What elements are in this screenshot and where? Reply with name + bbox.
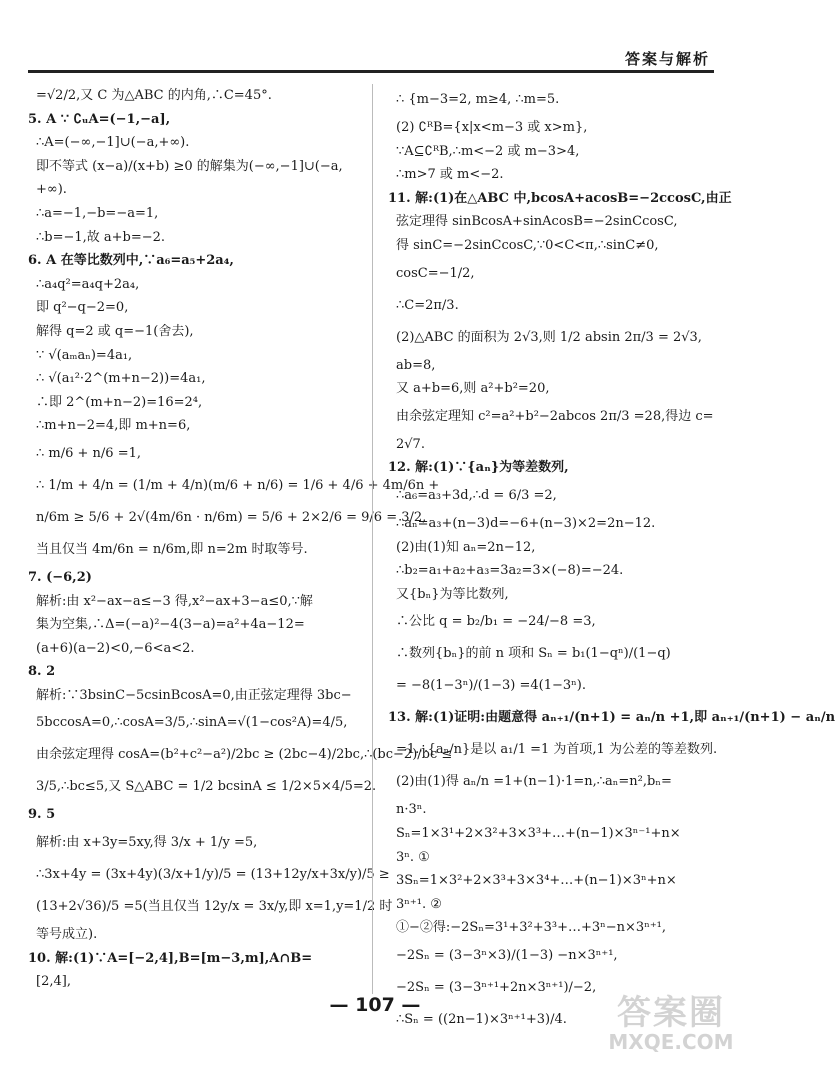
right-text-line: ab=8, [396,357,436,373]
right-text-line: ∴m>7 或 m<−2. [396,167,504,183]
right-text-line: 3ⁿ. ① [396,849,430,865]
header-rule [28,70,714,73]
left-text-line: (13+2√36)/5 =5(当且仅当 12y/x = 3x/y,即 x=1,y=1/2 时 [36,899,393,915]
right-text-line: 又{bₙ}为等比数列, [396,586,509,602]
left-text-line: 当且仅当 4m/6n = n/6m,即 n=2m 时取等号. [36,541,308,557]
right-text-line: ①−②得:−2Sₙ=3¹+3²+3³+…+3ⁿ−n×3ⁿ⁺¹, [396,920,667,936]
right-text-line: 2√7. [396,436,425,452]
right-text-line: ∴C=2π/3. [396,297,459,313]
left-text-line: ∴即 2^(m+n−2)=16=2⁴, [36,394,203,410]
left-text-line: ∴ m/6 + n/6 =1, [36,445,141,461]
right-text-line: (2)由(1)知 aₙ=2n−12, [396,539,536,555]
right-text-line: ∴b₂=a₁+a₂+a₃=3a₂=3×(−8)=−24. [396,563,624,579]
right-text-line: ∴a₆=a₃+3d,∴d = 6/3 =2, [396,487,557,503]
right-text-line: = −8(1−3ⁿ)/(1−3) =4(1−3ⁿ). [396,678,586,694]
right-text-line: 得 sinC=−2sinCcosC,∵0<C<π,∴sinC≠0, [396,237,659,253]
right-text-line: ∴Sₙ = ((2n−1)×3ⁿ⁺¹+3)/4. [396,1011,567,1027]
left-text-line: 等号成立). [36,927,98,943]
left-text-line: n/6m ≥ 5/6 + 2√(4m/6n · n/6m) = 5/6 + 2×2/6 = 9/6 = 3/2, [36,509,427,525]
right-text-line: −2Sₙ = (3−3ⁿ×3)/(1−3) −n×3ⁿ⁺¹, [396,947,618,963]
left-text-line: 8. 2 [28,664,56,680]
left-text-line: 10. 解:(1)∵A=[−2,4],B=[m−3,m],A∩B= [28,950,313,966]
left-text-line: 解析:由 x²−ax−a≤−3 得,x²−ax+3−a≤0,∵解 [36,593,313,609]
right-text-line: 12. 解:(1)∵{aₙ}为等差数列, [388,460,569,476]
column-divider [372,84,373,994]
left-text-line: 7. (−6,2) [28,569,92,585]
left-text-line: ∴a₄q²=a₄q+2a₄, [36,276,140,292]
left-text-line: 9. 5 [28,807,56,823]
right-text-line: (2)△ABC 的面积为 2√3,则 1/2 absin 2π/3 = 2√3, [396,329,702,345]
right-column [388,84,835,1036]
right-text-line: cosC=−1/2, [396,265,475,281]
right-text-line: 弦定理得 sinBcosA+sinAcosB=−2sinCcosC, [396,214,678,230]
left-text-line: 即不等式 (x−a)/(x+b) ≥0 的解集为(−∞,−1]∪(−a, [36,158,343,174]
right-text-line: (2) ∁ᴿB={x|x<m−3 或 x>m}, [396,120,588,135]
right-text-line: ∴数列{bₙ}的前 n 项和 Sₙ = b₁(1−qⁿ)/(1−q) [396,646,671,662]
right-text-line: =1.∴{aₙ/n}是以 a₁/1 =1 为首项,1 为公差的等差数列. [396,742,718,758]
right-text-line: Sₙ=1×3¹+2×3²+3×3³+…+(n−1)×3ⁿ⁻¹+n× [396,825,681,841]
right-text-line: ∴公比 q = b₂/b₁ = −24/−8 =3, [396,614,596,630]
left-text-line: ∴b=−1,故 a+b=−2. [36,229,166,245]
left-text-line: 解析:∵3bsinC−5csinBcosA=0,由正弦定理得 3bc− [36,687,352,703]
left-text-line: ∴A=(−∞,−1]∪(−a,+∞). [36,135,190,151]
left-text-line: +∞). [36,182,67,198]
left-text-line: 解析:由 x+3y=5xy,得 3/x + 1/y =5, [36,835,258,851]
header-title: 答案与解析 [624,50,710,68]
left-text-line: 5. A ∵ ∁ᵤA=(−1,−a], [28,111,171,127]
left-text-line: ∴a=−1,−b=−a=1, [36,205,159,221]
right-text-line: ∵A⊆∁ᴿB,∴m<−2 或 m−3>4, [396,143,580,159]
right-text-line: 由余弦定理知 c²=a²+b²−2abcos 2π/3 =28,得边 c= [396,408,714,424]
left-text-line: ∴ √(a₁²·2^(m+n−2))=4a₁, [36,371,206,387]
right-text-line: 13. 解:(1)证明:由题意得 aₙ₊₁/(n+1) = aₙ/n +1,即 aₙ₊₁/(n+1) − aₙ/n [388,710,835,726]
right-text-line: n·3ⁿ. [396,802,427,818]
watermark-logo [606,994,736,1052]
left-text-line: [2,4], [36,974,71,990]
left-text-line: (a+6)(a−2)<0,−6<a<2. [36,640,195,656]
page-number: — 107 — [329,994,421,1016]
watermark-url: MXQE.COM [608,1030,734,1054]
right-text-line: −2Sₙ = (3−3ⁿ⁺¹+2n×3ⁿ⁺¹)/−2, [396,979,597,995]
right-text-line: 3Sₙ=1×3²+2×3³+3×3⁴+…+(n−1)×3ⁿ+n× [396,873,677,889]
left-text-line: 5bccosA=0,∴cosA=3/5,∴sinA=√(1−cos²A)=4/5, [36,715,348,731]
right-text-line: ∴ {m−3=2, m≥4, ∴m=5. [396,92,560,107]
right-text-line: ∴aₙ=a₃+(n−3)d=−6+(n−3)×2=2n−12. [396,515,656,531]
left-text-line: 3/5,∴bc≤5,又 S△ABC = 1/2 bcsinA ≤ 1/2×5×4/5=2. [36,779,377,795]
left-text-line: ∵ √(aₘaₙ)=4a₁, [36,347,133,363]
left-text-line: 6. A 在等比数列中,∵a₆=a₅+2a₄, [28,253,234,269]
right-text-line: (2)由(1)得 aₙ/n =1+(n−1)·1=n,∴aₙ=n²,bₙ= [396,774,672,790]
right-text-line: 11. 解:(1)在△ABC 中,bcosA+acosB=−2ccosC,由正 [388,190,732,206]
left-text-line: ∴3x+4y = (3x+4y)(3/x+1/y)/5 = (13+12y/x+3x/y)/5 ≥ [36,867,390,883]
left-text-line: ∴ 1/m + 4/n = (1/m + 4/n)(m/6 + n/6) = 1/6 + 4/6 + 4m/6n + [36,477,440,493]
left-text-line: 即 q²−q−2=0, [36,300,129,316]
right-text-line: 3ⁿ⁺¹. ② [396,896,442,912]
left-text-line: =√2/2,又 C 为△ABC 的内角,∴C=45°. [36,88,272,103]
right-text-line: 又 a+b=6,则 a²+b²=20, [396,381,550,397]
left-text-line: ∴m+n−2=4,即 m+n=6, [36,418,191,434]
left-text-line: 解得 q=2 或 q=−1(舍去), [36,323,194,339]
left-text-line: 由余弦定理得 cosA=(b²+c²−a²)/2bc ≥ (2bc−4)/2bc,∴(bc−2)/bc ≤ [36,747,453,763]
page-header [0,0,750,70]
left-text-line: 集为空集,∴Δ=(−a)²−4(3−a)=a²+4a−12= [36,617,305,633]
watermark-text: 答案圈 [617,993,725,1033]
